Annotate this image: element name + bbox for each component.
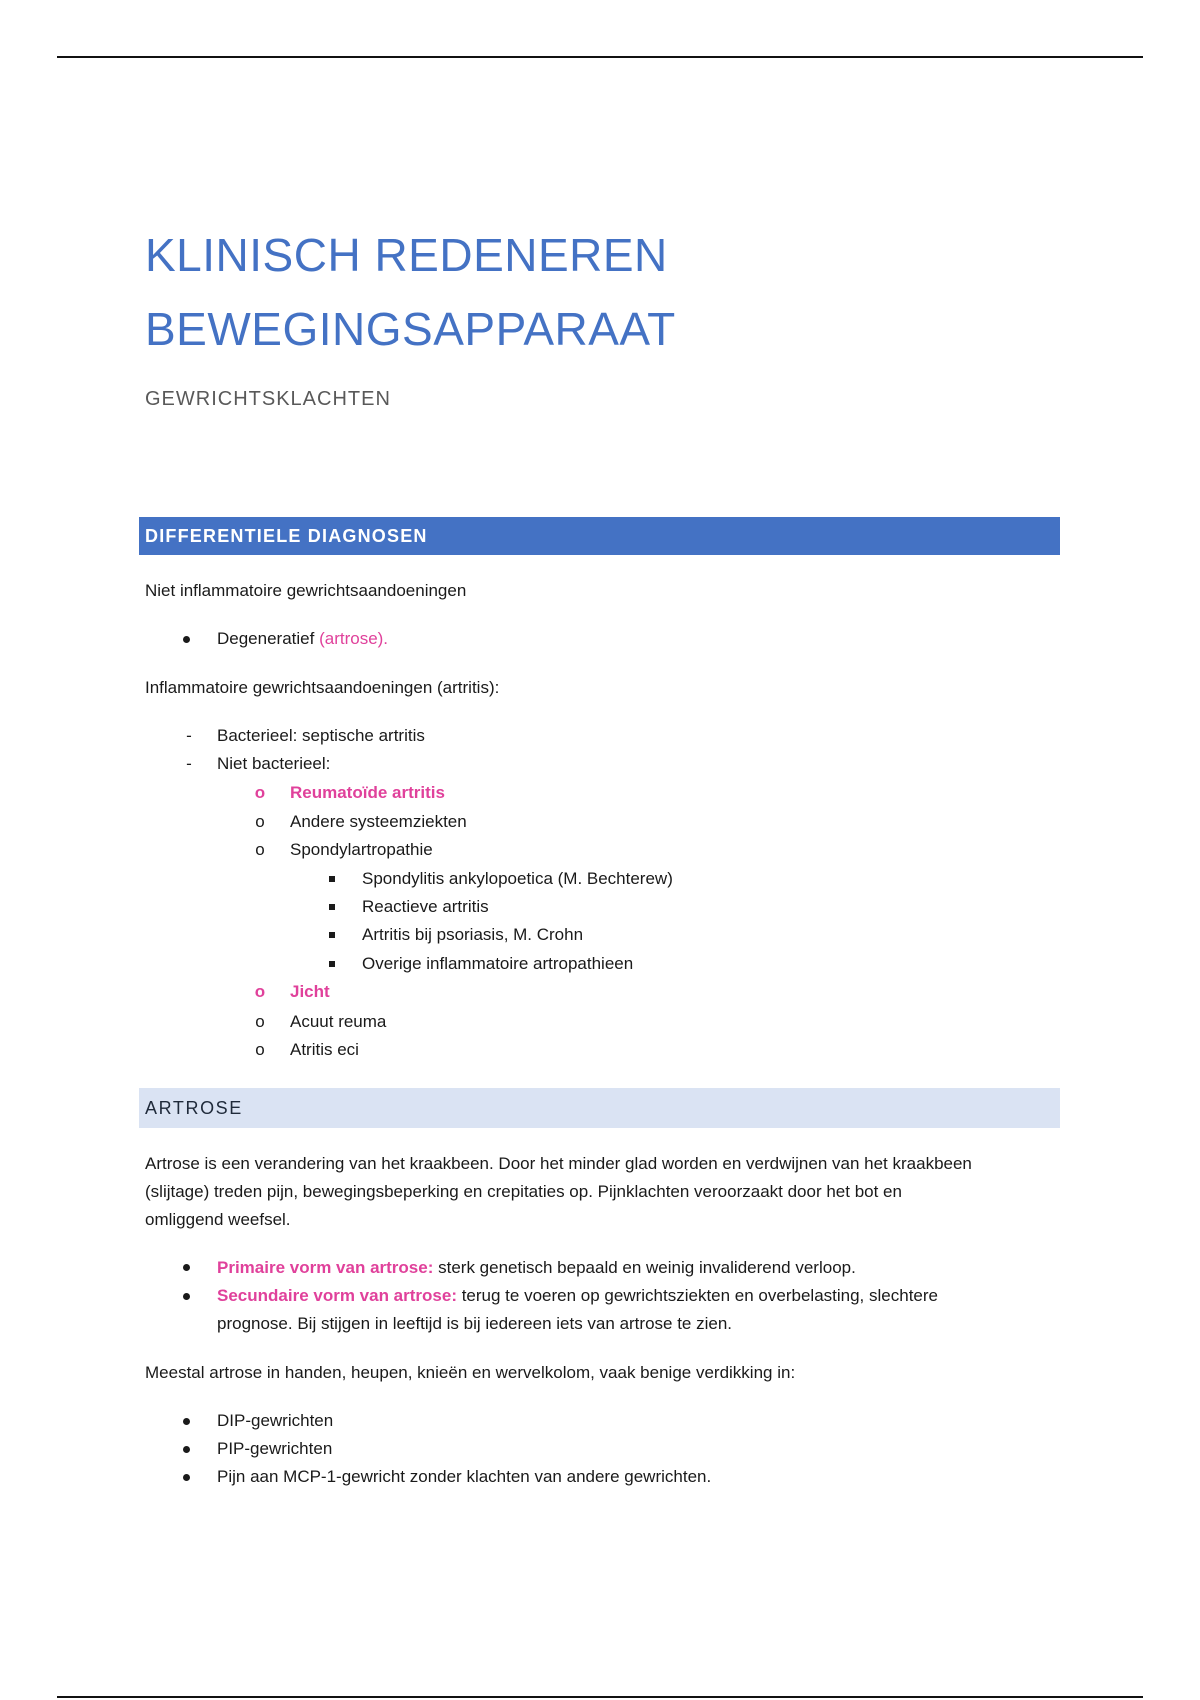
section-heading-artrose: ARTROSE	[139, 1088, 1060, 1128]
section-heading-differentiele-diagnosen: DIFFERENTIELE DIAGNOSEN	[139, 517, 1060, 555]
header-rule	[57, 56, 1143, 58]
paragraph-line: (slijtage) treden pijn, bewegingsbeperking en crepitaties op. Pijnklachten veroorzaakt door het bot en	[145, 1182, 902, 1201]
list-item-niet-bacterieel: Niet bacterieel:	[217, 754, 331, 773]
list-item-reumatoide-artritis: Reumatoïde artritis	[290, 783, 445, 802]
list-item-pip: PIP-gewrichten	[217, 1439, 333, 1458]
secundaire-continuation: prognose. Bij stijgen in leeftijd is bij iedereen iets van artrose te zien.	[217, 1314, 733, 1333]
list-item-reactieve-artritis: Reactieve artritis	[362, 897, 489, 916]
document-subtitle: GEWRICHTSKLACHTEN	[145, 388, 391, 410]
circle-marker: o	[255, 812, 265, 831]
title-line-2: BEWEGINGSAPPARAAT	[145, 303, 676, 355]
circle-marker: o	[254, 783, 266, 802]
list-item-degeneratief	[217, 625, 388, 653]
primaire-text: sterk genetisch bepaald en weinig invaliderend verloop.	[433, 1258, 856, 1277]
intro-non-inflammatory: Niet inflammatoire gewrichtsaandoeningen	[145, 581, 467, 600]
bullet-icon	[183, 1264, 190, 1271]
bullet-icon	[183, 1446, 190, 1453]
circle-marker: o	[254, 982, 266, 1001]
list-item-acuut-reuma: Acuut reuma	[290, 1012, 387, 1031]
bullet-icon	[183, 1474, 190, 1481]
square-bullet-icon	[329, 961, 335, 967]
list-item-spondylitis: Spondylitis ankylopoetica (M. Bechterew)	[362, 869, 673, 888]
dash-marker: -	[186, 726, 192, 745]
list-item-overige-artropathieen: Overige inflammatoire artropathieen	[362, 954, 634, 973]
square-bullet-icon	[329, 932, 335, 938]
bullet-icon	[183, 1418, 190, 1425]
degeneratief-highlight: (artrose).	[319, 629, 389, 648]
intro-inflammatory: Inflammatoire gewrichtsaandoeningen (artritis):	[145, 678, 500, 697]
degeneratief-label: Degeneratief	[217, 629, 320, 648]
list-item-artritis-psoriasis: Artritis bij psoriasis, M. Crohn	[362, 925, 584, 944]
list-item-primaire-vorm	[217, 1254, 856, 1282]
square-bullet-icon	[329, 904, 335, 910]
paragraph-line: omliggend weefsel.	[145, 1210, 291, 1229]
square-bullet-icon	[329, 876, 335, 882]
primaire-label: Primaire vorm van artrose:	[217, 1258, 434, 1277]
circle-marker: o	[255, 1040, 265, 1059]
document-title	[145, 218, 676, 366]
bullet-icon	[183, 636, 190, 643]
list-item-bacterieel: Bacterieel: septische artritis	[217, 726, 425, 745]
list-item-jicht: Jicht	[290, 982, 330, 1001]
circle-marker: o	[255, 840, 265, 859]
dash-marker: -	[186, 754, 192, 773]
list-item-atritis-eci: Atritis eci	[290, 1040, 359, 1059]
title-line-1: KLINISCH REDENEREN	[145, 229, 668, 281]
circle-marker: o	[255, 1012, 265, 1031]
list-item-dip: DIP-gewrichten	[217, 1411, 334, 1430]
artrose-locations-intro: Meestal artrose in handen, heupen, knieën en wervelkolom, vaak benige verdikking in:	[145, 1363, 796, 1382]
list-item-secundaire-vorm	[217, 1282, 938, 1310]
footer-rule	[57, 1696, 1143, 1698]
secundaire-text: terug te voeren op gewrichtsziekten en overbelasting, slechtere	[456, 1286, 938, 1305]
bullet-icon	[183, 1293, 190, 1300]
list-item-mcp: Pijn aan MCP-1-gewricht zonder klachten van andere gewrichten.	[217, 1467, 712, 1486]
list-item-systeemziekten: Andere systeemziekten	[290, 812, 467, 831]
secundaire-label: Secundaire vorm van artrose:	[217, 1286, 457, 1305]
list-item-spondylartropathie: Spondylartropathie	[290, 840, 433, 859]
paragraph-line: Artrose is een verandering van het kraakbeen. Door het minder glad worden en verdwijnen van het kraakbeen	[145, 1154, 972, 1173]
artrose-paragraph	[145, 1150, 1060, 1234]
